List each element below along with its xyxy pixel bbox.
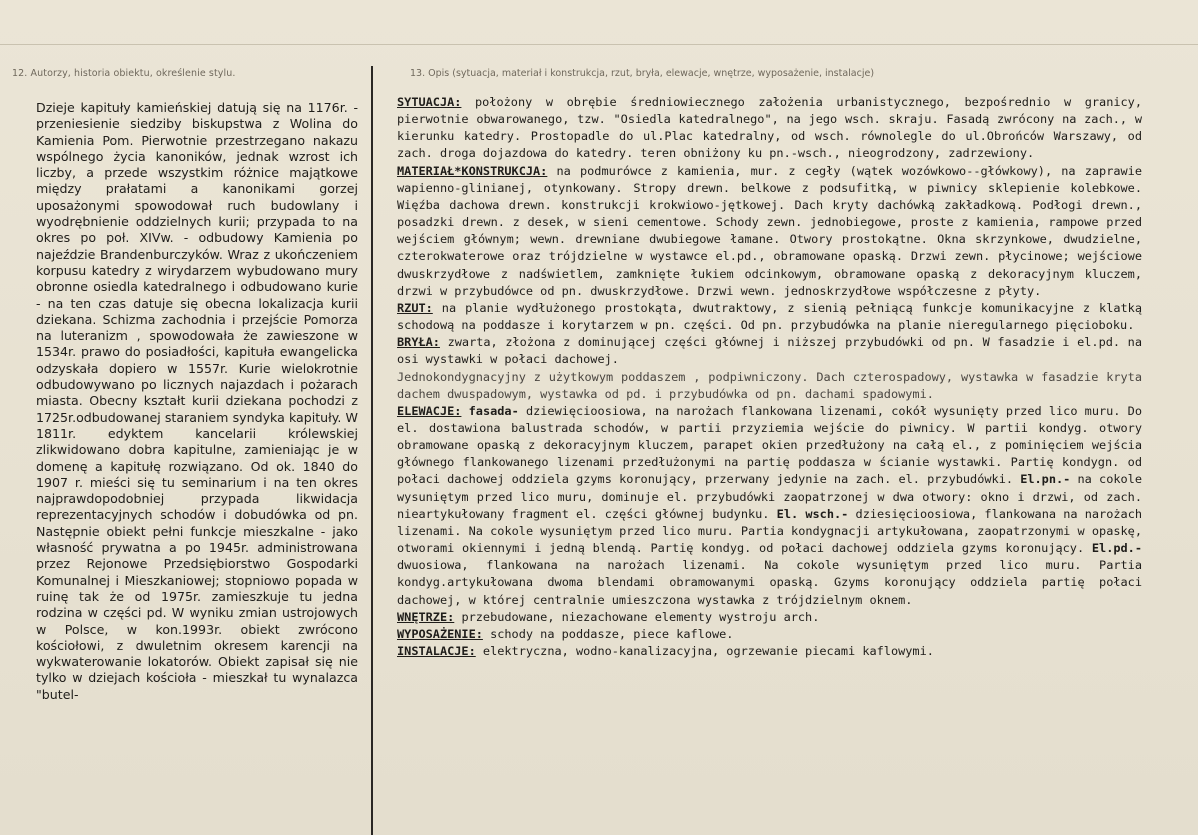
elwsch-text: dziesięcioosiowa, flankowana na narożach lizenami. Na cokole wysuniętym przed lico muru. Partia kondygnacji artykułowana, zaopatrzonymi w opaskę, otworami okiennymi i jedną blendą. Partię kondyg. od połaci dachowej oddziela gzyms koronujący. bbox=[397, 506, 1143, 556]
elewacje-paragraph bbox=[397, 403, 1142, 609]
rzut-paragraph bbox=[397, 300, 1142, 334]
column-divider bbox=[371, 66, 373, 835]
bryla-label: BRYŁA: bbox=[397, 335, 440, 350]
form-top-border bbox=[0, 0, 1198, 45]
elpn-text: na cokole wysuniętym przed lico muru, dominuje el. przybudówki zaopatrzonej w dwa otwory: okno i drzwi, od zach. nieartykułowany fragment el. części głównej budynku. bbox=[397, 472, 1142, 521]
history-text: Dzieje kapituły kamieńskiej datują się na 1176r. - przeniesienie siedziby biskupstwa z Wolina do Kamienia Pom. Pierwotnie przestrzegano nakazu wspólnego życia kanoników, jednak wzrost ich liczby, a przede wszystkim różnice majątkowe między prałatami a kanonikami gorzej uposażonymi spowodował ruch budowlany i wyodrębnienie oddzielnych kurii; przypada to na okres po poł. XIVw. - odbudowy Kamienia po najeździe Brandenburczyków. Wraz z ukończeniem korpusu katedry z wirydarzem wybudowano mury obronne osiedla katedralnego i odbudowano kurie - na ten czas datuje się obecna lokalizacja kurii dziekana. Schizma zachodnia i przejście Pomorza na luteranizm , spowodowała że zawieszone w 1534r. prawo do posiadłości, kapituła ewangelicka odzyskała dopiero w 1557r. Kurie wielokrotnie odbudowywano po licznych najazdach i pożarach miasta. Obecny kształt kurii dziekana pochodzi z 1725r.odbudowanej staraniem syndyka kapituły. W 1811r. edyktem kancelarii królewskiej zlikwidowano dobra kapitulne, zamieniając je w domenę a kapitułę rozwiązano. Od ok. 1840 do 1907 r. mieści się tu seminarium i na ten okres najprawdopodobniej przypada likwidacja reprezentacyjnych schodów i dobudówka od pn. Następnie obiekt pełni funkcje mieszkalne - jako własność prywatna a po 1945r. administrowana przez Rejonowe Przedsiębiorstwo Gospodarki Komunalnej i Mieszkaniowej; stopniowo popada w ruinę tak że od 1975r. zamieszkuje tu jedna rodzina w części pd. W wyniku zmian ustrojowych w Polsce, w kon.1993r. obiekt zwrócono kościołowi, z dwuletnim okresem karencji na wykwaterowanie lokatorów. Obiekt zapisał się nie tylko w dziejach kościoła - mieszkał tu wynalazca "butel- bbox=[36, 100, 358, 702]
wyposazenie-paragraph bbox=[397, 626, 1142, 643]
instalacje-text: elektryczna, wodno-kanalizacyjna, ogrzewanie piecami kaflowymi. bbox=[475, 644, 934, 658]
bryla-paragraph bbox=[397, 334, 1142, 368]
fasada-label: fasada- bbox=[461, 403, 519, 418]
sytuacja-paragraph bbox=[397, 94, 1142, 163]
wyposazenie-label: WYPOSAŻENIE: bbox=[397, 626, 483, 641]
material-text: na podmurówce z kamienia, mur. z cegły (wątek wozówkowo--główkowy), na zaprawie wapienno-glinianej, otynkowany. Stropy drewn. belkowe z podsufitką, w piwnicy sklepienie kolebkowe. Więźba dachowa drewn. konstrukcji krokwiowo-jętkowej. Dach kryty dachówką zakładkową. Podłogi drewn., posadzki drewn. z desek, w sieni cementowe. Schody zewn. jednobiegowe, proste z kamienia, rampowe przed wejściem głównym; wewn. drewniane dwubiegowe łamane. Otwory prostokątne. Okna skrzynkowe, dwudzielne, czterokwaterowe oraz trójdzielne w wystawce el.pd., obramowane opaską. Drzwi zewn. płycinowe; wejściowe dwuskrzydłowe z nadświetlem, zamknięte łukiem odcinkowym, obramowane opaską z dekoracyjnym kluczem, drzwi w przybudówce od pn. dwuskrzydłowe. Drzwi wewn. jednoskrzydłowe współczesne z płyty. bbox=[397, 163, 1142, 298]
elpd-text: dwuosiowa, flankowana na narożach lizenami. Na cokole wysuniętym przed lico muru. Partia kondyg.artykułowana dwoma blendami obramowanymi opaską. Gzyms koronujący oddziela partię połaci dachowej, w której centralnie umieszczona wystawka z trójdzielnym oknem. bbox=[397, 558, 1142, 607]
wyposazenie-text: schody na poddasze, piece kaflowe. bbox=[482, 626, 734, 641]
instalacje-label: INSTALACJE: bbox=[397, 644, 476, 658]
fasada-text: dziewięcioosiowa, na narożach flankowana lizenami, cokół wysunięty przed lico muru. Do el. dostawiona balustrada schodów, w partii przyziemia wejście do piwnicy. W partii kondyg. otwory obramowane opaską z dekoracyjnym kluczem, parapet okien przedłużony na całą el., z pominięciem wejścia głównego flankowanego lizenami przedłużonymi na partię poddasza w ścianie wystawki. Partię kondygn. od połaci dachowej oddziela gzyms koronujący, przerwany jedynie na zach. el. przybudówki. bbox=[397, 403, 1142, 487]
elpn-label: El.pn.- bbox=[1013, 472, 1071, 487]
description-column bbox=[397, 94, 1142, 660]
bryla-paragraph-2: Jednokondygnacyjny z użytkowym poddaszem , podpiwniczony. Dach czterospadowy, wystawka w fasadzie kryta dachem dwuspadowym, wystawka od pd. i przybudówka od pn. dachami spadowymi. bbox=[397, 369, 1142, 401]
material-label: MATERIAŁ*KONSTRUKCJA: bbox=[397, 163, 548, 178]
section-13-header: 13. Opis (sytuacja, materiał i konstrukcja, rzut, bryła, elewacje, wnętrze, wyposażenie, instalacje) bbox=[410, 68, 875, 79]
rzut-label: RZUT: bbox=[397, 300, 433, 315]
material-paragraph bbox=[397, 163, 1142, 300]
bryla-text: zwarta, złożona z dominującej części głównej i niższej przybudówki od pn. W fasadzie i el.pd. na osi wystawki w połaci dachowej. bbox=[397, 335, 1142, 367]
rzut-text: na planie wydłużonego prostokąta, dwutraktowy, z sienią pełniącą funkcje komunikacyjne z klatką schodową na poddasze i korytarzem w pn. części. Od pn. przybudówka na planie nieregularnego pięcioboku. bbox=[397, 300, 1142, 333]
sytuacja-label: SYTUACJA: bbox=[397, 95, 462, 109]
sytuacja-text: położony w obrębie średniowiecznego założenia urbanistycznego, bezpośrednio w granicy, pierwotnie obwarowanego, tzw. "Osiedla katedralnego", na jego wsch. skraju. Fasadą zwrócony na zach., w kierunku katedry. Prostopadle do ul.Plac katedralny, od wsch. równolegle do ul.Obrońców Warszawy, od zach. droga dojazdowa do katedry. teren obniżony ku pn.-wsch., nieogrodzony, zadrzewiony. bbox=[397, 95, 1142, 161]
elpd-label: El.pd.- bbox=[1084, 541, 1142, 556]
elwsch-label: El. wsch.- bbox=[769, 506, 849, 521]
wnetrze-text: przebudowane, niezachowane elementy wystroju arch. bbox=[454, 609, 820, 624]
elewacje-label: ELEWACJE: bbox=[397, 403, 462, 418]
wnetrze-paragraph bbox=[397, 609, 1142, 626]
instalacje-paragraph bbox=[397, 643, 1142, 660]
wnetrze-label: WNĘTRZE: bbox=[397, 609, 455, 624]
section-12-header: 12. Autorzy, historia obiektu, określenie stylu. bbox=[12, 68, 236, 79]
